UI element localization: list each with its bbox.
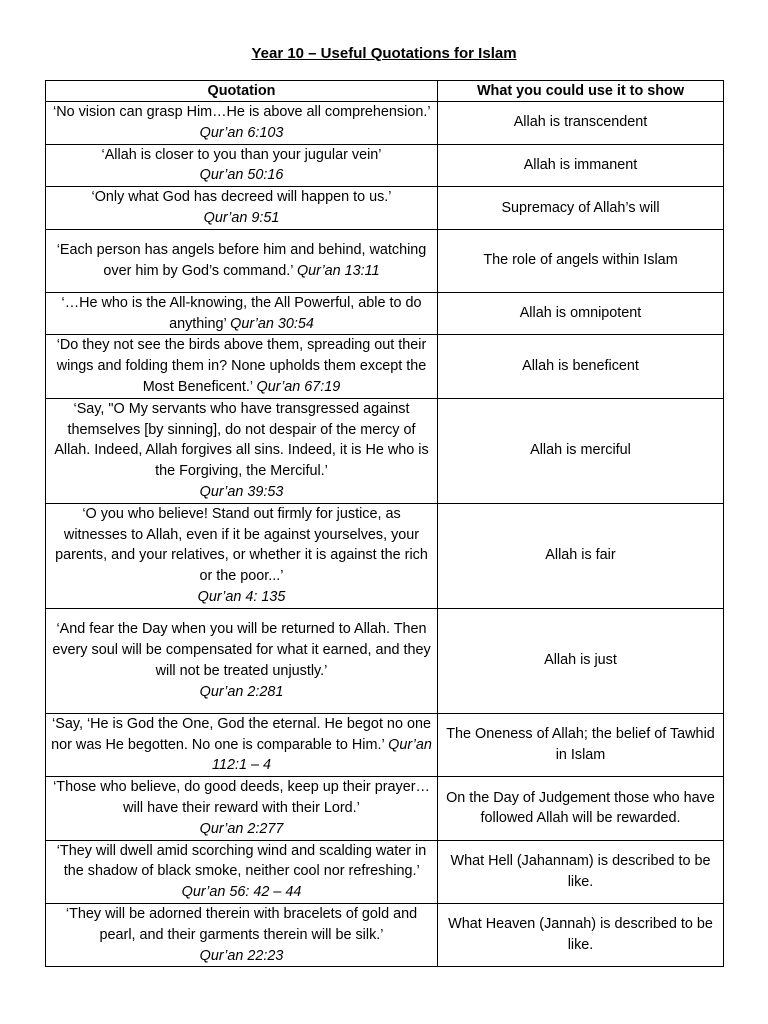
quotation-text: ‘…He who is the All-knowing, the All Powerful, able to do anything’ bbox=[61, 294, 422, 332]
quotation-cell bbox=[46, 144, 438, 187]
quotation-text: ‘Say, "O My servants who have transgressed against themselves [by sinning], do not despair of the mercy of Allah. Indeed, Allah forgives all sins. Indeed, it is He who is the Forgiving, the Merciful.’ bbox=[54, 400, 429, 480]
quotation-text: ‘Each person has angels before him and behind, watching over him by God’s command.’ bbox=[56, 241, 427, 279]
quotation-text: ‘They will be adorned therein with bracelets of gold and pearl, and their garments therein will be silk.’ bbox=[65, 905, 418, 943]
table-row bbox=[46, 903, 724, 966]
quotation-reference: Qur’an 56: 42 – 44 bbox=[181, 884, 302, 901]
document-title: Year 10 – Useful Quotations for Islam bbox=[251, 45, 517, 62]
quotation-cell bbox=[46, 903, 438, 966]
quotation-text: ‘No vision can grasp Him…He is above all comprehension.’ bbox=[53, 104, 430, 120]
quotation-text: ‘They will dwell amid scorching wind and scalding water in the shadow of black smoke, neither cool nor refreshing.’ bbox=[56, 842, 427, 880]
quotation-text: ‘Allah is closer to you than your jugular vein’ bbox=[101, 146, 382, 163]
table-row bbox=[46, 777, 724, 840]
quotation-cell bbox=[46, 335, 438, 398]
table-row bbox=[46, 229, 724, 292]
quotation-cell bbox=[46, 102, 438, 145]
table-row bbox=[46, 398, 724, 503]
use-cell: Allah is just bbox=[438, 608, 724, 713]
quotation-reference: Qur’an 9:51 bbox=[203, 209, 280, 226]
column-header-use: What you could use it to show bbox=[438, 81, 724, 102]
table-row bbox=[46, 608, 724, 713]
table-row bbox=[46, 292, 724, 335]
table-row bbox=[46, 102, 724, 145]
use-cell: Allah is beneficent bbox=[438, 335, 724, 398]
quotation-reference: Qur’an 2:277 bbox=[199, 820, 284, 837]
quotation-text: ‘And fear the Day when you will be returned to Allah. Then every soul will be compensated for what it earned, and they will not be treated unjustly.’ bbox=[52, 621, 431, 679]
quotation-reference: Qur’an 30:54 bbox=[230, 315, 314, 332]
quotation-reference: Qur’an 50:16 bbox=[199, 167, 284, 184]
use-cell: Allah is omnipotent bbox=[438, 292, 724, 335]
table-row bbox=[46, 335, 724, 398]
use-cell: On the Day of Judgement those who have followed Allah will be rewarded. bbox=[438, 777, 724, 840]
use-cell: The Oneness of Allah; the belief of Tawhid in Islam bbox=[438, 713, 724, 776]
use-cell: What Heaven (Jannah) is described to be like. bbox=[438, 903, 724, 966]
table-row bbox=[46, 840, 724, 903]
quotation-text: ‘O you who believe! Stand out firmly for justice, as witnesses to Allah, even if it be against yourselves, your parents, and your relatives, or whether it is against the rich or the poor...’ bbox=[55, 505, 428, 585]
quotation-text: ‘Say, ‘He is God the One, God the eternal. He begot no one nor was He begotten. No one is comparable to Him.’ bbox=[51, 715, 431, 753]
use-cell: Allah is merciful bbox=[438, 398, 724, 503]
quotation-cell bbox=[46, 608, 438, 713]
quotation-cell bbox=[46, 840, 438, 903]
quotation-cell bbox=[46, 398, 438, 503]
table-row bbox=[46, 144, 724, 187]
quotation-text: ‘Only what God has decreed will happen to us.’ bbox=[91, 189, 392, 206]
table-row bbox=[46, 187, 724, 230]
table-row bbox=[46, 713, 724, 776]
quotation-reference: Qur’an 2:281 bbox=[199, 683, 284, 700]
quotation-reference: Qur’an 39:53 bbox=[199, 483, 284, 500]
quotation-reference: Qur’an 112:1 – 4 bbox=[212, 736, 432, 774]
quotation-cell bbox=[46, 187, 438, 230]
use-cell: What Hell (Jahannam) is described to be like. bbox=[438, 840, 724, 903]
quotation-text: ‘Those who believe, do good deeds, keep up their prayer…will have their reward with their Lord.’ bbox=[53, 779, 430, 816]
quotation-reference: Qur’an 13:11 bbox=[296, 262, 380, 279]
quotation-cell bbox=[46, 229, 438, 292]
quotation-cell bbox=[46, 713, 438, 776]
use-cell: Allah is transcendent bbox=[438, 102, 724, 145]
quotation-reference: Qur’an 22:23 bbox=[199, 947, 284, 964]
use-cell: Supremacy of Allah’s will bbox=[438, 187, 724, 230]
use-cell: The role of angels within Islam bbox=[438, 229, 724, 292]
table-row bbox=[46, 503, 724, 608]
column-header-quotation: Quotation bbox=[46, 81, 438, 102]
quotation-cell bbox=[46, 777, 438, 840]
quotation-cell bbox=[46, 292, 438, 335]
quotation-cell bbox=[46, 503, 438, 608]
quotations-table bbox=[45, 80, 724, 967]
quotation-reference: Qur’an 4: 135 bbox=[197, 588, 286, 605]
quotation-text: ‘Do they not see the birds above them, spreading out their wings and folding them in? None upholds them except the Most Beneficent.’ bbox=[56, 337, 427, 395]
quotation-reference: Qur’an 6:103 bbox=[199, 124, 284, 141]
use-cell: Allah is immanent bbox=[438, 144, 724, 187]
table-header-row bbox=[46, 81, 724, 102]
quotation-reference: Qur’an 67:19 bbox=[256, 378, 341, 395]
use-cell: Allah is fair bbox=[438, 503, 724, 608]
